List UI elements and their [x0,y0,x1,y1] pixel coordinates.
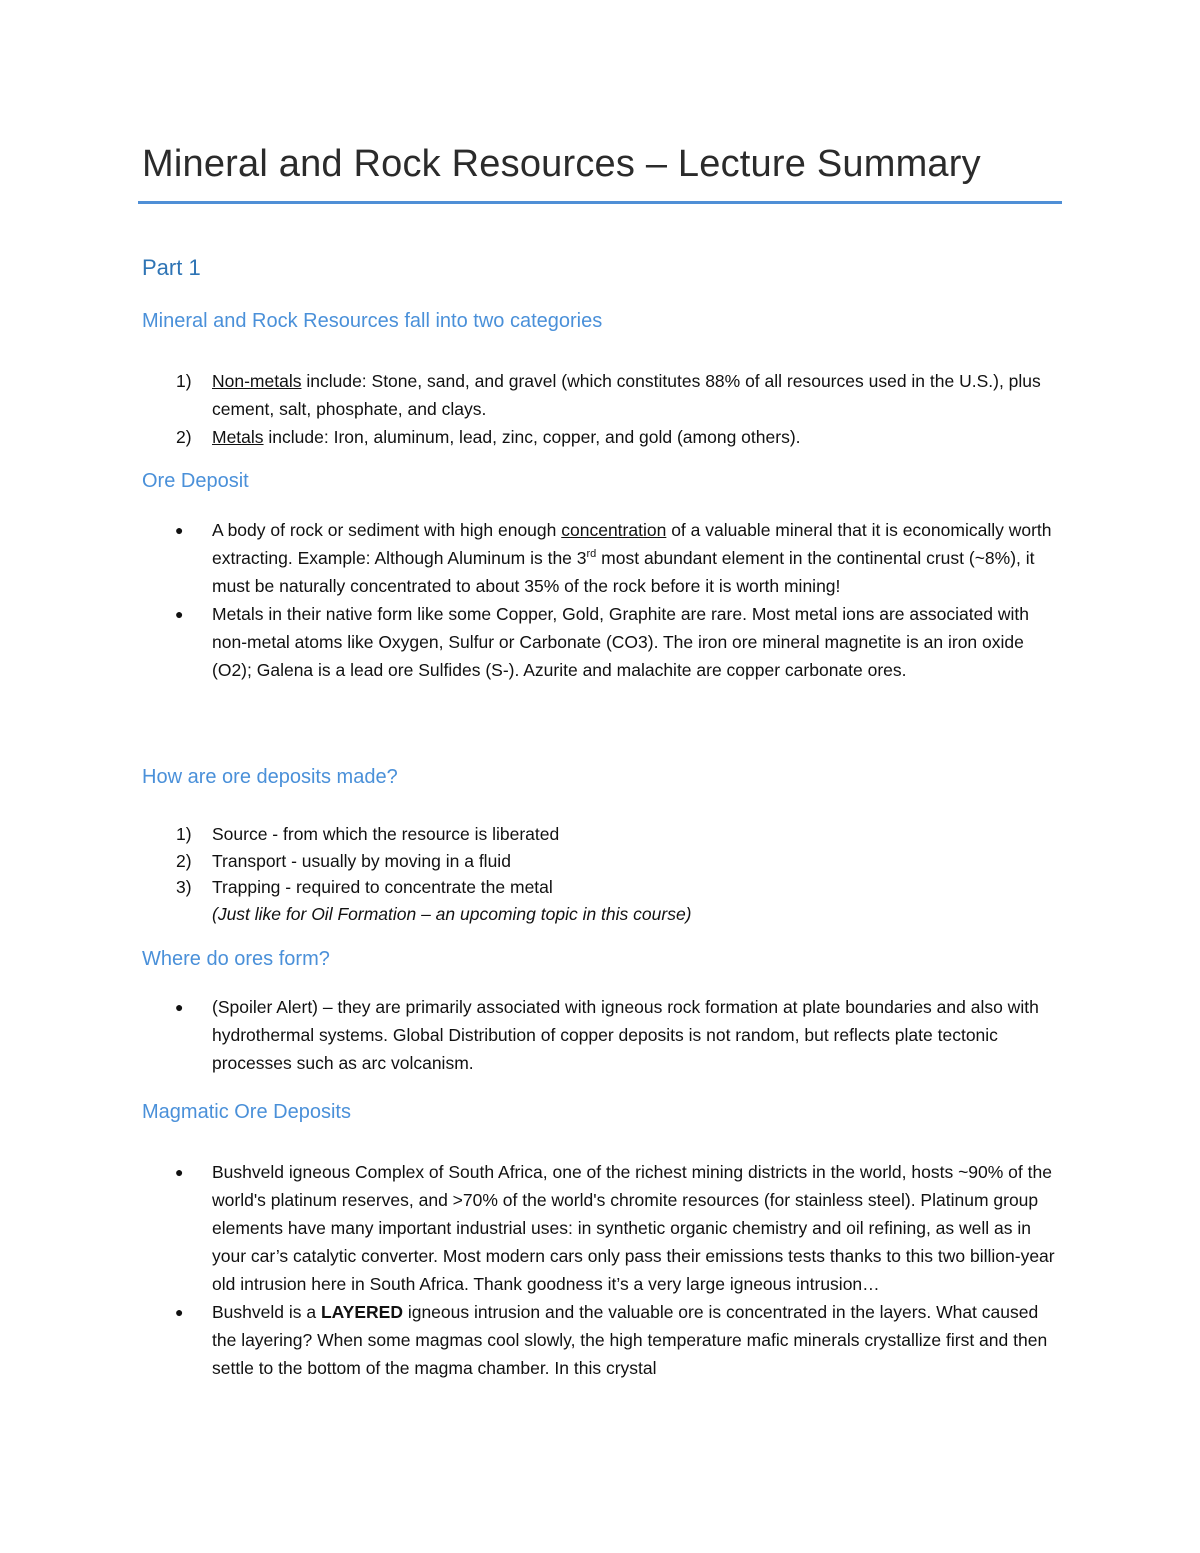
bullet-icon: ● [175,1304,184,1320]
list-item [142,1158,1064,1298]
how-made-heading: How are ore deposits made? [142,766,398,788]
list-item [142,367,1064,423]
text-span: A body of rock or sediment with high enough [212,520,562,540]
list-item [142,848,1064,875]
categories-list [142,367,1064,451]
list-item [142,874,1064,901]
part-heading: Part 1 [142,255,201,280]
ore-deposit-heading: Ore Deposit [142,470,249,492]
text-span: Bushveld is a [212,1302,321,1322]
list-number: 2) [176,427,192,447]
list-item-text: Bushveld igneous Complex of South Africa, one of the richest mining districts in the world, hosts ~90% of the world's platinum reserves, and >70% of the world's chromite resources (for stainless steel). Platinum group elements have many important industrial uses: in synthetic organic chemistry and oil refining, as well as in your car’s catalytic converter. Most modern cars only pass their emissions tests thanks to this two billion-year old intrusion here in South Africa. Thank goodness it’s a very large igneous intrusion… [212,1162,1055,1294]
list-item-text: (Spoiler Alert) – they are primarily associated with igneous rock formation at plate boundaries and also with hydrothermal systems. Global Distribution of copper deposits is not random, but reflects plate tectonic processes such as arc volcanism. [212,997,1039,1073]
list-number: 1) [176,824,192,844]
term-concentration: concentration [561,520,667,540]
list-item [142,600,1064,684]
categories-heading: Mineral and Rock Resources fall into two categories [142,310,603,332]
bullet-icon: ● [175,1164,184,1180]
bullet-icon: ● [175,999,184,1015]
bullet-icon: ● [175,606,184,622]
text-span: igneous intrusion and the valuable ore is concentrated in the layers. What caused the layering? When some magmas cool slowly, the high temperature mafic minerals crystallize first and then settle to the bottom of the magma chamber. In this crystal [212,1302,1048,1378]
list-item [142,516,1064,600]
term-non-metals: Non-metals [212,371,302,391]
list-number: 3) [176,877,192,897]
list-item-text: include: Stone, sand, and gravel (which constitutes 88% of all resources used in the U.S.), plus cement, salt, phosphate, and clays. [212,371,1041,419]
superscript: rd [586,548,597,561]
bold-term-layered: LAYERED [320,1302,403,1322]
magmatic-list [142,1158,1064,1382]
ore-deposit-list [142,516,1064,684]
list-item-text: Trapping - required to concentrate the metal [212,877,553,897]
where-form-list [142,993,1064,1077]
term-metals: Metals [212,427,264,447]
list-number: 2) [176,850,192,871]
list-number: 1) [176,371,192,391]
note-text: (Just like for Oil Formation – an upcoming topic in this course) [212,903,692,924]
how-made-list [142,821,1064,927]
list-item [142,423,1064,451]
bullet-icon: ● [175,522,184,538]
text-span: most abundant element in the continental crust (~8%), it must be naturally concentrated to about 35% of the rock before it is worth mining! [212,548,1035,596]
list-item-text: Source - from which the resource is liberated [212,824,560,844]
text-span: of a valuable mineral that it is economically worth extracting. Example: Although Aluminum is the 3 [212,520,1052,568]
magmatic-heading: Magmatic Ore Deposits [142,1101,351,1123]
list-item-text: include: Iron, aluminum, lead, zinc, copper, and gold (among others). [263,427,801,447]
list-item [142,993,1064,1077]
list-item [142,1298,1064,1382]
list-item-text: Transport - usually by moving in a fluid [212,850,511,871]
where-form-heading: Where do ores form? [142,948,330,970]
title-underline-rule [138,201,1062,204]
document-title: Mineral and Rock Resources – Lecture Summary [142,143,981,185]
list-item-text: Metals in their native form like some Copper, Gold, Graphite are rare. Most metal ions are associated with non-metal atoms like Oxygen, Sulfur or Carbonate (CO3). The iron ore mineral magnetite is an iron oxide (O2); Galena is a lead ore Sulfides (S-). Azurite and malachite are copper carbonate ores. [212,604,1030,680]
list-item [142,821,1064,848]
